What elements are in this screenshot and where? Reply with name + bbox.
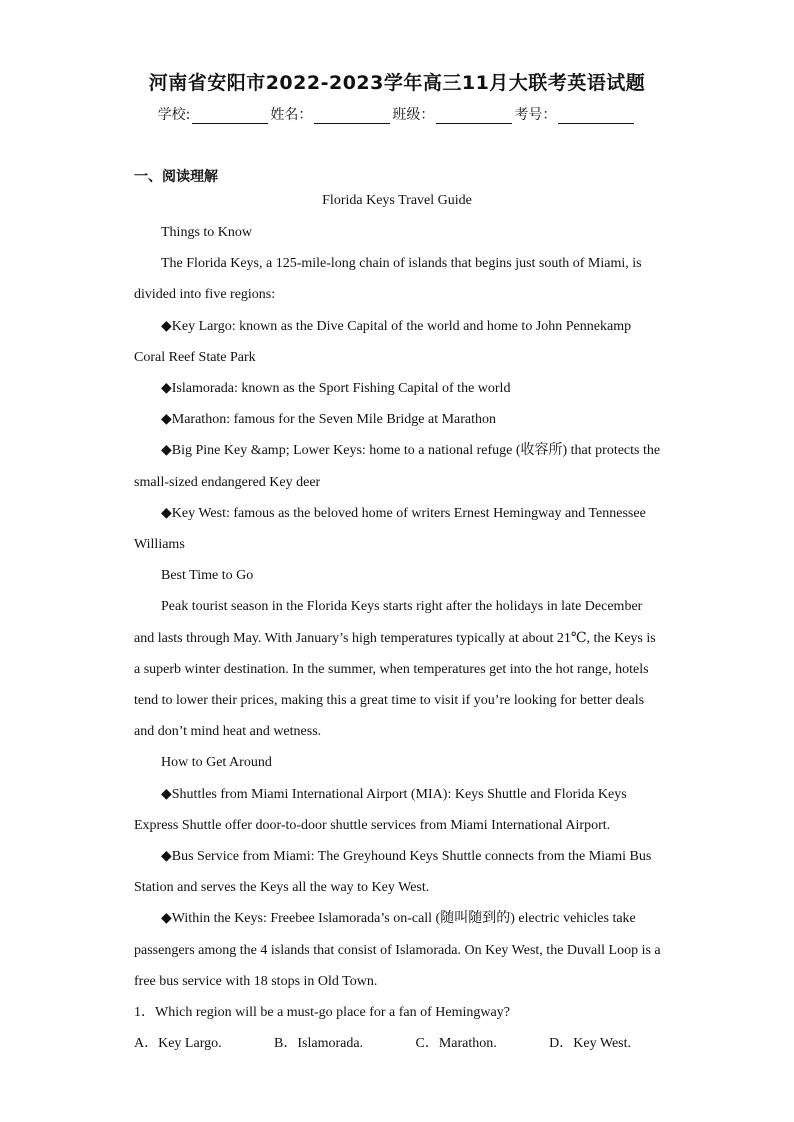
- best-time-paragraph: Peak tourist season in the Florida Keys starts right after the holidays in late December and lasts through May. With January’s high temperatures typically at about 21℃, the Keys is a superb winter destination. In the summer, when temperatures get into the hot range, hotels tend to lower their prices, making this a great time to visit if you’re looking for better deals and don’t mind heat and wetness.: [134, 599, 656, 740]
- passage-body: [134, 217, 664, 1059]
- option-d[interactable]: D．Key West.: [549, 1036, 631, 1052]
- region-item: ◆Big Pine Key &amp; Lower Keys: home to a national refuge (收容所) that protects the small-sized endangered Key deer: [134, 443, 661, 490]
- exam-title: 河南省安阳市2022-2023学年高三11月大联考英语试题: [148, 72, 646, 94]
- region-item: ◆Islamorada: known as the Sport Fishing Capital of the world: [161, 381, 511, 397]
- question-1-options: [134, 1028, 631, 1059]
- getting-around-heading: How to Get Around: [161, 755, 272, 771]
- intro-paragraph: The Florida Keys, a 125-mile-long chain of islands that begins just south of Miami, is divided into five regions:: [134, 256, 642, 303]
- class-blank[interactable]: [436, 109, 512, 124]
- name-blank[interactable]: [314, 109, 390, 124]
- region-item: ◆Key Largo: known as the Dive Capital of the world and home to John Pennekamp Coral Reef State Park: [134, 318, 632, 365]
- name-label: 姓名：: [270, 107, 313, 123]
- class-label: 班级：: [392, 107, 435, 123]
- transport-item: ◆Shuttles from Miami International Airport (MIA): Keys Shuttle and Florida Keys Express Shuttle offer door-to-door shuttle services from Miami International Airport.: [134, 786, 627, 833]
- section-heading: 一、阅读理解: [134, 169, 218, 185]
- region-item: ◆Marathon: famous for the Seven Mile Bridge at Marathon: [161, 412, 497, 428]
- option-b[interactable]: B．Islamorada.: [274, 1036, 364, 1052]
- things-to-know-heading: Things to Know: [161, 225, 252, 240]
- exam-number-blank[interactable]: [558, 109, 634, 124]
- exam-number-label: 考号：: [514, 107, 557, 123]
- option-c[interactable]: C．Marathon.: [415, 1036, 497, 1052]
- passage-title: Florida Keys Travel Guide: [322, 193, 472, 208]
- transport-item: ◆Within the Keys: Freebee Islamorada’s on-call (随叫随到的) electric vehicles take passengers among the 4 islands that consist of Islamorada. On Key West, the Duvall Loop is a free bus service with 18 stops in Old Town.: [134, 911, 661, 989]
- region-item: ◆Key West: famous as the beloved home of writers Ernest Hemingway and Tennessee Williams: [134, 505, 646, 553]
- option-a[interactable]: A．Key Largo.: [134, 1036, 222, 1052]
- student-info-row: [0, 104, 794, 124]
- best-time-heading: Best Time to Go: [161, 568, 254, 584]
- transport-item: ◆Bus Service from Miami: The Greyhound Keys Shuttle connects from the Miami Bus Station and serves the Keys all the way to Key West.: [134, 849, 652, 896]
- school-label: 学校:: [157, 107, 191, 123]
- question-1-stem: 1．Which region will be a must-go place for a fan of Hemingway?: [134, 1005, 510, 1021]
- school-blank[interactable]: [192, 109, 268, 124]
